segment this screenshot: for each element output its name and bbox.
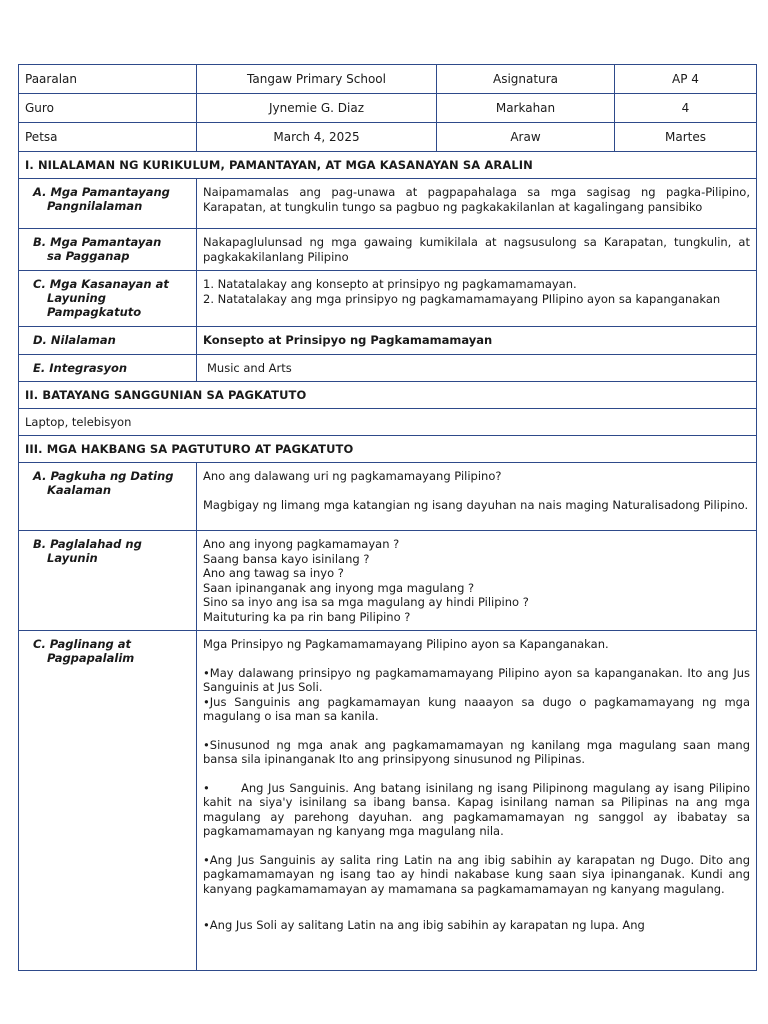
label-b-line2: sa Pagganap [47,249,130,263]
row-pamantayang-pangnilalaman [19,179,757,229]
text-sanggunian: Laptop, telebisyon [19,409,757,436]
row-paglinang-pagpapalalim [19,631,757,971]
label-c-line1: C. Mga Kasanayan at [33,277,169,291]
value-date: March 4, 2025 [197,123,437,152]
label-3a [19,463,197,531]
paragraph-title: Mga Prinsipyo ng Pagkamamamayang Pilipino ayon sa Kapanganakan. [203,637,609,651]
label-petsa: Petsa [19,123,197,152]
header-row-school [19,65,757,94]
text-3b [197,531,757,631]
label-a-line1: A. Mga Pamantayang [33,185,170,199]
value-teacher: Jynemie G. Diaz [197,94,437,123]
section-1-title: I. NILALAMAN NG KURIKULUM, PAMANTAYAN, AT MGA KASANAYAN SA ARALIN [19,152,757,179]
value-quarter: 4 [615,94,757,123]
question-line: Saan ipinanganak ang inyong mga magulang ? [203,580,475,595]
question-line: Ano ang tawag sa inyo ? [203,566,344,580]
label-b-pamantayan [19,229,197,271]
label-3a-line1: A. Pagkuha ng Dating [33,469,174,483]
label-3a-line2: Kaalaman [47,483,112,497]
row-dating-kaalaman [19,463,757,531]
row-integrasyon [19,354,757,382]
value-subject: AP 4 [615,65,757,94]
label-3b-line1: B. Paglalahad ng [33,537,142,551]
section-3-title: III. MGA HAKBANG SA PAGTUTURO AT PAGKATUTO [19,436,757,463]
paragraph-5-text: Ang Jus Sanguinis. Ang batang isinilang ng isang Pilipinong magulang ay isang Pilipino kahit na siya'y isinilang sa ibang bansa. Kapag isinilang naman sa Pilipinas na ang mga magulang ay parehong dayuhan. ang pagkamamamayan ng sanggol ay ibabatay sa pagkamamamayan ng kanyang mga magulang nila. [203,780,750,838]
text-b-pamantayan: Nakapaglulunsad ng mga gawaing kumikilala at nagsusulong sa Karapatan, tungkulin, at pagkakakilanlang Pilipino [197,229,757,271]
label-b-line1: B. Mga Pamantayan [33,235,162,249]
paragraph-4: •Sinusunod ng mga anak ang pagkamamamayan ng kanilang mga magulang saan mang bansa sila ipinanganak Ito ang prinsipyong sinusunod ng Pilipinas. [203,737,750,766]
text-c-kasanayan [197,271,757,327]
lesson-plan-page [18,64,756,971]
row-kasanayan-layunin [19,271,757,327]
label-e-integrasyon: E. Integrasyon [19,354,197,382]
label-asignatura: Asignatura [437,65,615,94]
paragraph-6: •Ang Jus Sanguinis ay salita ring Latin na ang ibig sabihin ay karapatan ng Dugo. Dito ang pagkamamamayan ng isang tao ay hindi nakabase kung saan siya ipinanganak. Kundi ang kanyang pagkamamamayan ay mamamana sa pagkamamamayan ng kanyang magulang. [203,852,750,896]
text-3a [197,463,757,531]
value-school: Tangaw Primary School [197,65,437,94]
text-e-integrasyon: Music and Arts [197,354,757,382]
label-c-kasanayan [19,271,197,327]
label-a-pamantayang [19,179,197,229]
label-3c-line2: Pagpapalalim [47,651,135,665]
label-markahan: Markahan [437,94,615,123]
paragraph-3: •Jus Sanguinis ang pagkamamayan kung naaayon sa dugo o pagkamamayang ng mga magulang o isa man sa kanila. [203,694,750,723]
header-row-date [19,123,757,152]
bullet: • [203,780,210,795]
paragraph-2: •May dalawang prinsipyo ng pagkamamamayang Pilipino ayon sa kapanganakan. Ito ang Jus Sanguinis at Jus Soli. [203,665,750,694]
section-3-header-row [19,436,757,463]
question-line: Ano ang inyong pagkamamayan ? [203,537,400,551]
label-3c [19,631,197,971]
row-nilalaman [19,327,757,355]
label-araw: Araw [437,123,615,152]
section-1-header-row [19,152,757,179]
row-sanggunian [19,409,757,436]
label-c-line3: Pampagkatuto [47,305,142,319]
text-3c [197,631,757,971]
label-3b-line2: Layunin [47,551,98,565]
label-3c-line1: C. Paglinang at [33,637,132,651]
question-line: Maituturing ka pa rin bang Pilipino ? [203,609,411,624]
label-guro: Guro [19,94,197,123]
label-c-line2: Layuning [47,291,106,305]
label-3b [19,531,197,631]
text-d-nilalaman: Konsepto at Prinsipyo ng Pagkamamamayan [197,327,757,355]
text-3a-q1: Ano ang dalawang uri ng pagkamamayang Pilipino? [203,469,502,483]
paragraph-5 [203,781,750,839]
objective-2: 2. Natatalakay ang mga prinsipyo ng pagkamamamayang PIlipino ayon sa kapanganakan [203,291,721,306]
section-2-title: II. BATAYANG SANGGUNIAN SA PAGKATUTO [19,382,757,409]
question-line: Sino sa inyo ang isa sa mga magulang ay hindi Pilipino ? [203,595,529,609]
value-day: Martes [615,123,757,152]
paragraph-7: •Ang Jus Soli ay salitang Latin na ang ibig sabihin ay karapatan ng lupa. Ang [203,918,645,932]
label-a-line2: Pangnilalaman [47,199,143,213]
objective-1: 1. Natatalakay ang konsepto at prinsipyo ng pagkamamamayan. [203,277,577,291]
question-line: Saang bansa kayo isinilang ? [203,551,370,566]
lesson-plan-table [18,64,757,971]
section-2-header-row [19,382,757,409]
header-row-teacher [19,94,757,123]
label-d-nilalaman: D. Nilalaman [19,327,197,355]
row-pamantayan-pagganap [19,229,757,271]
text-3a-q2: Magbigay ng limang mga katangian ng isang dayuhan na nais maging Naturalisadong Pilipino. [203,497,749,512]
text-a-pamantayang: Naipamamalas ang pag-unawa at pagpapahalaga sa mga sagisag ng pagka-Pilipino, Karapatan, at tungkulin tungo sa pagbuo ng pagkakakilanlan at kagalingang pansibiko [197,179,757,229]
row-paglalahad-layunin [19,531,757,631]
label-paaralan: Paaralan [19,65,197,94]
